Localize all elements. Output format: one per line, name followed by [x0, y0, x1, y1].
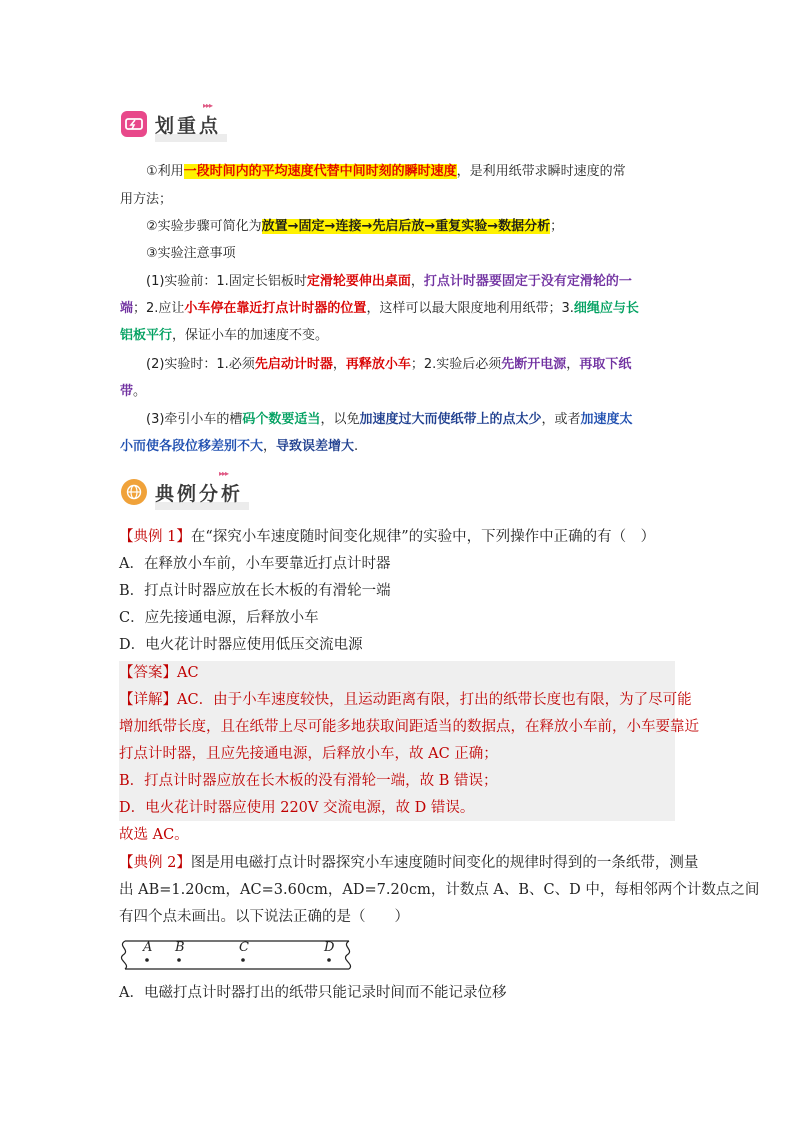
- note-p3-line2: 小而使各段位移差别不大，导致误差增大.: [120, 439, 359, 454]
- section-title: 典例分析 ▸▸▸: [155, 467, 244, 505]
- ex1-detail-line2: 增加纸带长度，且在纸带上尽可能多地获取间距适当的数据点，在释放小车前，小车要靠近: [119, 719, 699, 735]
- ex2-option-a: A．电磁打点计时器打出的纸带只能记录时间而不能记录位移: [119, 985, 507, 1001]
- answer-box: [119, 661, 675, 821]
- note-1-cont: 用方法；: [120, 192, 173, 207]
- note-3: ③实验注意事项: [146, 246, 236, 261]
- tape-label-d: D: [324, 940, 335, 955]
- arrows-icon: ▸▸▸: [219, 467, 229, 478]
- tape-point-c: [241, 958, 245, 962]
- tape-point-b: [177, 958, 181, 962]
- paper-tape-figure: [117, 938, 357, 972]
- ex2-stem-line3: 有四个点未画出。以下说法正确的是（ ）: [119, 909, 409, 925]
- tape-label-c: C: [239, 940, 249, 955]
- ex1-stem: 【典例 1】在“探究小车速度随时间变化规律”的实验中，下列操作中正确的有（ ）: [119, 529, 656, 545]
- ex1-detail-line4: B．打点计时器应放在长木板的没有滑轮一端，故 B 错误；: [119, 773, 498, 789]
- tape-label-a: A: [143, 940, 153, 955]
- ex2-stem-line2: 出 AB=1.20cm，AC=3.60cm，AD=7.20cm，计数点 A、B、C、D 中，每相邻两个计数点之间: [119, 882, 760, 898]
- ex1-detail-line5: D．电火花计时器应使用 220V 交流电源，故 D 错误。: [119, 800, 475, 816]
- note-p1-line2: 端；2.应让小车停在靠近打点计时器的位置，这样可以最大限度地利用纸带；3.细绳应与长: [120, 301, 639, 316]
- section-header-examples: [121, 467, 244, 508]
- ex1-conclusion: 故选 AC。: [119, 827, 189, 843]
- ex1-option-a: A．在释放小车前，小车要靠近打点计时器: [119, 556, 391, 572]
- ex1-detail-line3: 打点计时器，且应先接通电源，后释放小车，故 AC 正确；: [119, 746, 498, 762]
- section-header-key-points: [121, 99, 222, 140]
- lightning-icon: [121, 111, 147, 137]
- note-2: ②实验步骤可简化为放置→固定→连接→先启后放→重复实验→数据分析；: [146, 219, 564, 234]
- globe-icon: [121, 479, 147, 505]
- note-p2-line1: (2)实验时：1.必须先启动计时器，再释放小车；2.实验后必须先断开电源，再取下纸: [146, 357, 632, 372]
- section-title: 划重点 ▸▸▸: [155, 99, 222, 137]
- tape-point-d: [327, 958, 331, 962]
- note-p2-line2: 带。: [120, 384, 147, 399]
- ex1-option-c: C．应先接通电源，后释放小车: [119, 610, 319, 626]
- ex1-answer: 【答案】AC: [119, 665, 199, 681]
- tape-label-b: B: [175, 940, 185, 955]
- ex1-option-d: D．电火花计时器应使用低压交流电源: [119, 637, 363, 653]
- note-1: ①利用一段时间内的平均速度代替中间时刻的瞬时速度，是利用纸带求瞬时速度的常: [146, 164, 626, 179]
- note-p1-line3: 铝板平行，保证小车的加速度不变。: [120, 328, 329, 343]
- note-p3-line1: (3)牵引小车的槽码个数要适当，以免加速度过大而使纸带上的点太少，或者加速度太: [146, 412, 633, 427]
- note-p1-line1: (1)实验前：1.固定长铝板时定滑轮要伸出桌面，打点计时器要固定于没有定滑轮的一: [146, 274, 632, 289]
- ex1-detail-line1: 【详解】AC．由于小车速度较快，且运动距离有限，打出的纸带长度也有限，为了尽可能: [119, 692, 692, 708]
- arrows-icon: ▸▸▸: [203, 99, 213, 110]
- ex2-stem-line1: 【典例 2】图是用电磁打点计时器探究小车速度随时间变化的规律时得到的一条纸带，测量: [119, 855, 699, 871]
- ex1-option-b: B．打点计时器应放在长木板的有滑轮一端: [119, 583, 391, 599]
- tape-point-a: [145, 958, 149, 962]
